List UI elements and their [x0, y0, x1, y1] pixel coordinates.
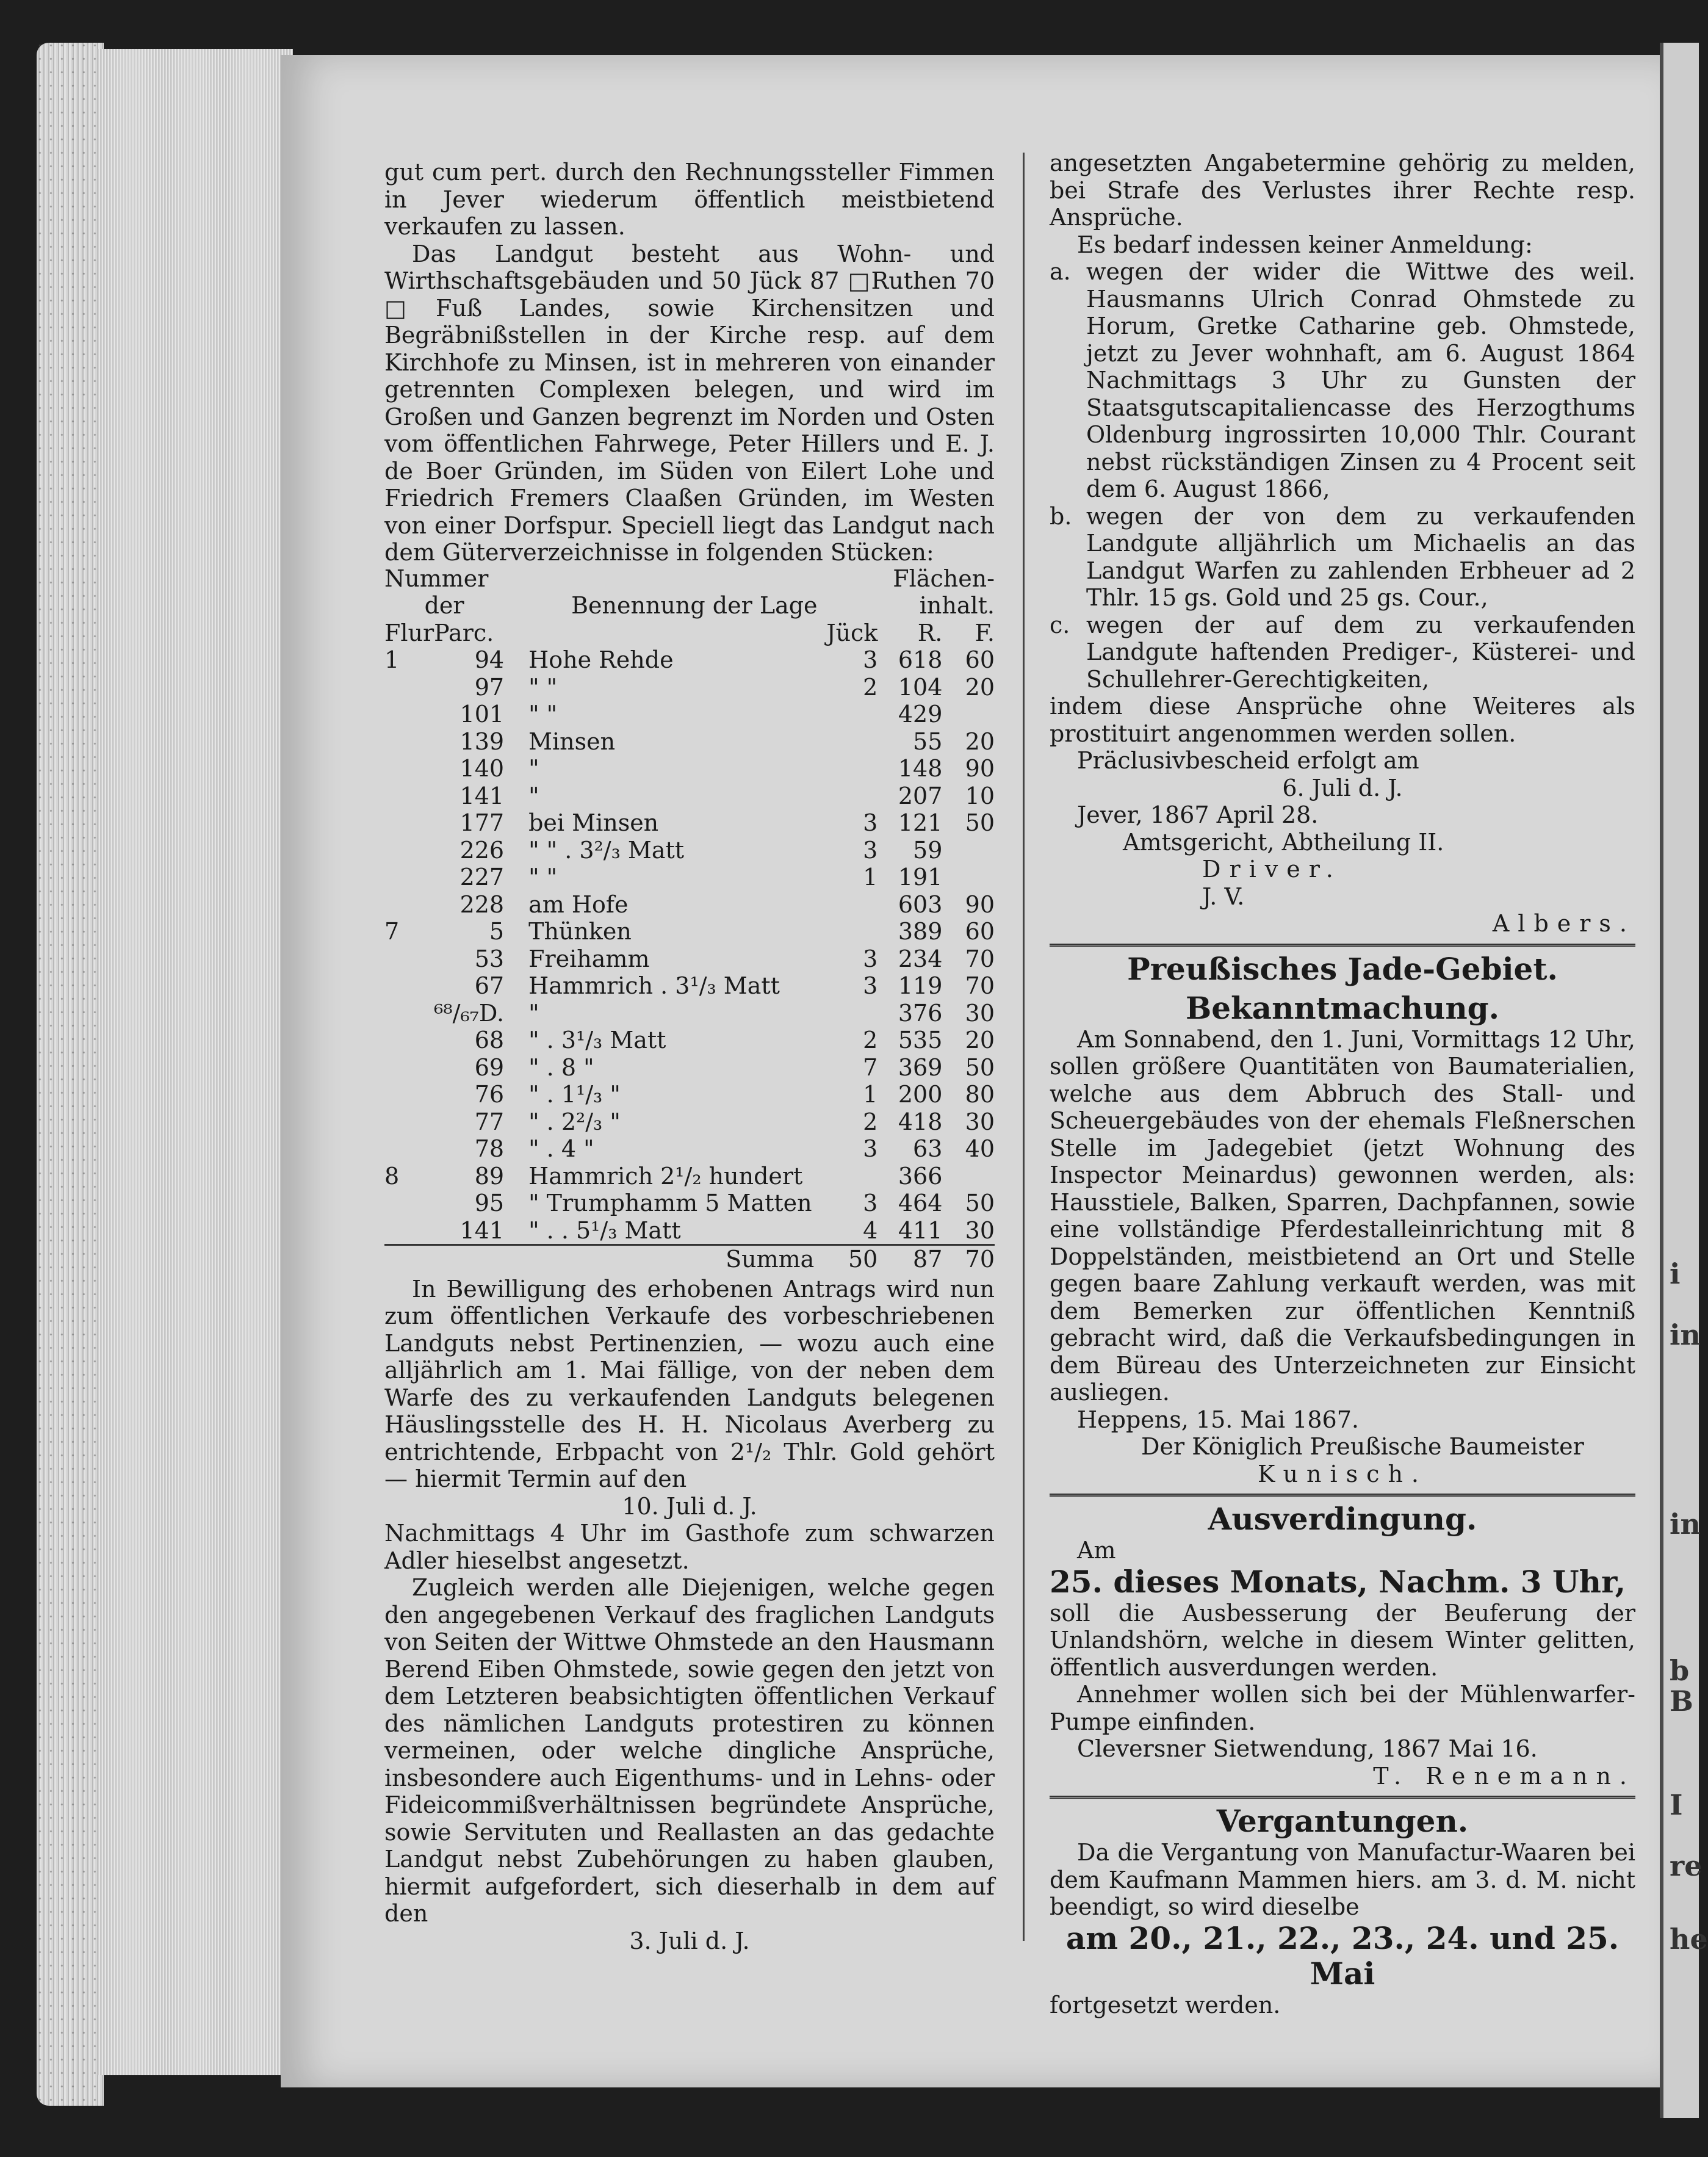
parcel-row — [384, 891, 995, 919]
jueck-cell — [826, 782, 877, 810]
header-inhalt: inhalt. — [919, 592, 995, 619]
lage-cell: Freihamm — [528, 945, 650, 972]
jueck-cell: 2 — [863, 1108, 878, 1135]
vergantungen-text: Da die Vergantung von Manufactur-Waaren bei dem Kaufmann Mammen hiers. am 3. d. M. nicht beendigt, so wird dieselbe — [1050, 1839, 1635, 1920]
left-column — [384, 159, 995, 1954]
bedarf-text: Es bedarf indessen keiner Anmeldung: — [1077, 231, 1533, 258]
lage-cell: Hohe Rehde — [528, 646, 674, 673]
jueck-cell: 1 — [863, 1081, 878, 1108]
f-cell: 70 — [965, 945, 995, 972]
jueck-cell — [826, 1163, 877, 1190]
r-cell: 63 — [913, 1135, 943, 1162]
parc-cell: 139 — [459, 728, 505, 755]
r-cell: 119 — [898, 972, 943, 999]
summa-label: Summa — [504, 1245, 826, 1273]
jueck-cell: 3 — [863, 1135, 878, 1162]
next-page-fragment: in — [1670, 1508, 1701, 1541]
r-cell: 389 — [898, 918, 943, 945]
lage-cell: bei Minsen — [528, 809, 659, 836]
next-page-fragment: in — [1670, 1318, 1701, 1351]
lage-cell: " . . 5¹/₃ Matt — [528, 1216, 681, 1244]
parcel-row — [384, 972, 995, 1000]
intro-text: gut cum pert. durch den Rechnungssteller Fimmen in Jever wiederum öffentlich meistbietend verkaufen zu lassen. — [384, 159, 995, 240]
item-label: a. — [1050, 258, 1071, 285]
next-page-fragment: re — [1670, 1849, 1703, 1882]
f-cell: 20 — [965, 728, 995, 755]
lage-cell: " — [528, 782, 539, 809]
f-cell: 30 — [965, 999, 995, 1027]
parc-cell: 5 — [489, 918, 505, 945]
jade-signer: Kunisch. — [1258, 1460, 1427, 1487]
praeclusiv-date: 6. Juli d. J. — [1282, 774, 1403, 801]
signer-albers: Albers. — [1492, 910, 1635, 937]
lage-cell: " . 1¹/₃ " — [528, 1081, 621, 1108]
parcel-row — [384, 1054, 995, 1082]
flur-cell — [384, 864, 434, 891]
parc-cell: 95 — [474, 1190, 505, 1216]
flur-cell: 1 — [384, 646, 400, 673]
lage-cell: Hammrich . 3¹/₃ Matt — [528, 972, 780, 999]
parc-cell: 69 — [474, 1053, 505, 1081]
lage-cell: " . 4 " — [528, 1135, 594, 1162]
flur-cell — [384, 945, 434, 973]
jueck-cell — [826, 755, 877, 782]
flur-cell — [384, 674, 434, 701]
jueck-cell — [826, 918, 877, 945]
f-cell: 10 — [965, 782, 995, 809]
court-name: Amtsgericht, Abtheilung II. — [1123, 828, 1444, 856]
section-divider — [1050, 944, 1635, 947]
page-stack — [98, 49, 293, 2075]
lage-cell: " . 3¹/₃ Matt — [528, 1027, 666, 1053]
ausverdingung-signer: T. Renemann. — [1373, 1762, 1635, 1790]
header-flaechen: Flächen- — [893, 565, 995, 592]
f-cell: 20 — [965, 673, 995, 701]
lage-cell: " — [528, 999, 539, 1027]
list-item-a — [1050, 258, 1635, 503]
f-cell — [942, 1163, 995, 1190]
sale-date: 10. Juli d. J. — [622, 1492, 757, 1520]
header-jueck: Jück — [826, 619, 878, 646]
item-label: c. — [1050, 611, 1070, 638]
flur-cell — [384, 837, 434, 864]
flur-cell — [384, 701, 434, 728]
parcel-row — [384, 674, 995, 701]
next-page-fragment: i — [1670, 1257, 1681, 1290]
f-cell: 30 — [965, 1108, 995, 1135]
jueck-cell: 3 — [863, 972, 878, 999]
jueck-cell: 7 — [863, 1053, 878, 1081]
section-divider — [1050, 1494, 1635, 1497]
parcel-row — [384, 1163, 995, 1190]
parcel-row — [384, 1217, 995, 1245]
parcel-row — [384, 728, 995, 756]
f-cell: 30 — [965, 1216, 995, 1244]
ausverdingung-am: Am — [1077, 1537, 1116, 1564]
flur-cell — [384, 728, 434, 756]
flur-cell: 7 — [384, 918, 400, 945]
indem-text: indem diese Ansprüche ohne Weiteres als prostituirt angenommen werden sollen. — [1050, 693, 1635, 747]
f-cell: 90 — [965, 891, 995, 918]
flur-cell — [384, 1217, 434, 1245]
parc-cell: 89 — [474, 1162, 505, 1190]
jade-signer-title: Der Königlich Preußische Baumeister — [1141, 1433, 1584, 1460]
parcel-row — [384, 837, 995, 864]
parc-cell: 140 — [459, 755, 505, 782]
lage-cell: " " — [528, 864, 558, 891]
right-column — [1050, 150, 1635, 2018]
jueck-cell — [826, 701, 877, 728]
flur-cell — [384, 782, 434, 810]
parcel-row — [384, 646, 995, 674]
item-text: wegen der wider die Wittwe des weil. Hausmanns Ulrich Conrad Ohmstede zu Horum, Gretke Catharine geb. Ohmstede, jetzt zu Jever wohnhaft, am 6. August 1864 Nachmittags 3 Uhr zu Gunsten der Staatsgutscapitaliencasse des Herzogthums Oldenburg ingrossirten 10,000 Thlr. Courant nebst rückständigen Zinsen zu 4 Procent seit dem 6. August 1866, — [1086, 258, 1635, 502]
flur-cell — [384, 1190, 434, 1217]
r-cell: 603 — [898, 891, 943, 918]
r-cell: 464 — [898, 1190, 943, 1216]
ausverdingung-text: soll die Ausbesserung der Beuferung der Unlandshörn, welche in diesem Winter gelitten, öffentlich ausverdungen werden. — [1050, 1599, 1635, 1681]
summa-f: 70 — [942, 1245, 995, 1273]
item-label: b. — [1050, 502, 1072, 530]
flur-cell — [384, 1081, 434, 1108]
item-text: wegen der von dem zu verkaufenden Landgute alljährlich um Michaelis an das Landgut Warfen zu zahlenden Erbheuer ad 2 Thlr. 15 gs. Gold und 25 gs. Cour., — [1086, 502, 1635, 611]
r-cell: 148 — [898, 755, 943, 782]
header-flur: Flur — [384, 619, 434, 646]
summa-r: 87 — [877, 1245, 942, 1273]
lage-cell: " Trumphamm 5 Matten — [528, 1190, 812, 1216]
flur-cell — [384, 1108, 434, 1136]
parcel-row — [384, 782, 995, 810]
parcel-row — [384, 1027, 995, 1054]
lage-cell: " . 8 " — [528, 1053, 594, 1081]
parc-cell: 77 — [474, 1108, 505, 1135]
lage-cell: am Hofe — [528, 891, 629, 918]
lage-cell: Hammrich 2¹/₂ hundert — [528, 1162, 803, 1190]
parc-cell: 67 — [474, 972, 505, 999]
parc-cell: 228 — [459, 891, 505, 918]
f-cell: 60 — [965, 918, 995, 945]
parc-cell: 141 — [459, 782, 505, 809]
flur-cell — [384, 1054, 434, 1082]
jade-place-date: Heppens, 15. Mai 1867. — [1077, 1406, 1359, 1433]
r-cell: 104 — [898, 673, 943, 701]
flur-cell — [384, 1135, 434, 1163]
column-rule — [1023, 153, 1025, 1941]
paragraph-bewilligung: In Bewilligung des erhobenen Antrags wird nun zum öffentlichen Verkaufe des vorbeschriebenen Landguts nebst Pertinenzien, — wozu auch eine alljährlich am 1. Mai fällige, von der neben dem Warfe des zu verkaufenden Landguts belegenen Häuslingsstelle des H. H. Nicolaus Averberg zu entrichtende, Erbpacht von 2¹/₂ Thlr. Gold gehört — hiermit Termin auf den — [384, 1275, 995, 1492]
list-item-c — [1050, 612, 1635, 693]
jade-heading: Preußisches Jade-Gebiet. — [1127, 950, 1558, 987]
lage-cell: " " . 3²/₃ Matt — [528, 836, 685, 864]
jueck-cell: 1 — [863, 864, 878, 891]
flur-cell — [384, 755, 434, 782]
f-cell: 80 — [965, 1081, 995, 1108]
f-cell: 90 — [965, 755, 995, 782]
lage-cell: " " — [528, 701, 558, 728]
next-page-fragment: he — [1670, 1923, 1708, 1956]
continuation-text: angesetzten Angabetermine gehörig zu melden, bei Strafe des Verlustes ihrer Rechte resp. Ansprüche. — [1050, 150, 1635, 231]
item-text: wegen der auf dem zu verkaufenden Landgute haftenden Prediger-, Küsterei- und Schullehrer-Gerechtigkeiten, — [1086, 611, 1635, 693]
header-benennung: Benennung der Lage — [571, 592, 818, 619]
ausverdingung-date: 25. dieses Monats, Nachm. 3 Uhr, — [1050, 1563, 1626, 1600]
f-cell: 40 — [965, 1135, 995, 1162]
jueck-cell: 2 — [863, 673, 878, 701]
r-cell: 121 — [898, 809, 943, 836]
parc-cell: 101 — [459, 701, 505, 728]
list-item-b — [1050, 503, 1635, 612]
lage-cell: Thünken — [528, 918, 632, 945]
parc-cell: 68 — [474, 1027, 505, 1053]
r-cell: 191 — [898, 864, 943, 891]
parc-cell: 226 — [459, 836, 505, 864]
parc-cell: 94 — [474, 646, 505, 673]
parc-cell: ⁶⁸/₆₇D. — [434, 999, 505, 1027]
flur-cell: 8 — [384, 1162, 400, 1190]
r-cell: 200 — [898, 1081, 943, 1108]
jueck-cell: 3 — [863, 945, 878, 972]
vergantungen-heading: Vergantungen. — [1216, 1803, 1469, 1839]
parc-cell: 177 — [459, 809, 505, 836]
flur-cell — [384, 1027, 434, 1054]
f-cell: 20 — [965, 1027, 995, 1053]
header-nummer: Nummer — [384, 565, 489, 592]
r-cell: 207 — [898, 782, 943, 809]
parc-cell: 53 — [474, 945, 505, 972]
parcel-row — [384, 1081, 995, 1108]
parc-cell: 227 — [459, 864, 505, 891]
r-cell: 411 — [898, 1216, 943, 1244]
r-cell: 234 — [898, 945, 943, 972]
parcel-row — [384, 1000, 995, 1027]
f-cell — [942, 837, 995, 864]
vergantungen-end: fortgesetzt werden. — [1050, 1991, 1281, 2018]
parcel-row — [384, 918, 995, 945]
flur-cell — [384, 1000, 434, 1027]
jv-text: J. V. — [1202, 883, 1245, 910]
jueck-cell — [826, 891, 877, 919]
header-f: F. — [975, 619, 995, 646]
next-page-edge — [1660, 43, 1708, 2118]
jade-text: Am Sonnabend, den 1. Juni, Vormittags 12 Uhr, sollen größere Quantitäten von Baumaterialien, welche aus dem Abbruch des Stall- und Scheuergebäudes von der ehemals Fleßnerschen Stelle im Jadegebiet (jetzt Wohnung des Inspector Meinardus) gewonnen werden, als: Hausstiele, Balken, Sparren, Dachpfannen, sowie eine vollständige Pferdestalleinrichtung mit 8 Doppelständen, meistbietend an Ort und Stelle gegen baare Zahlung verkauft werden, was mit dem Bemerken zur öffentlichen Kenntniß gebracht wird, daß die Verkaufsbedingungen in dem Büreau des Unterzeichneten zur Einsicht ausliegen. — [1050, 1025, 1635, 1406]
next-page-fragment: I — [1670, 1788, 1683, 1821]
lage-cell: " — [528, 755, 539, 782]
paragraph-zugleich: Zugleich werden alle Diejenigen, welche gegen den angegebenen Verkauf des fraglichen Landguts von Seiten der Wittwe Ohmstede an den Hausmann Berend Eiben Ohmstede, sowie gegen den jetzt von dem Letzteren beabsichtigten öffentlichen Verkauf des nämlichen Landguts protestiren zu können vermeinen, oder welche dingliche Ansprüche, insbesondere auch Eigenthums- und in Lehns- oder Fideicommißverhältnissen begründete Ansprüche, sowie Servituten und Reallasten an das gedachte Landgut nebst Zubehörungen zu haben glauben, hiermit aufgefordert, sich dieserhalb in dem auf den — [384, 1574, 995, 1927]
parcel-row — [384, 1135, 995, 1163]
r-cell: 366 — [898, 1162, 943, 1190]
estate-description: Das Landgut besteht aus Wohn- und Wirthschaftsgebäuden und 50 Jück 87 □Ruthen 70 □Fuß Landes, sowie Kirchensitzen und Begräbnißstellen in der Kirche resp. auf dem Kirchhofe zu Minsen, ist in mehreren von einander getrennten Complexen belegen, und wird im Großen und Ganzen begrenzt im Norden und Osten vom öffentlichen Fahrwege, Peter Hillers und E. J. de Boer Gründen, im Süden von Eilert Lohe und Friedrich Fremers Claaßen Gründen, im Westen von einer Dorfspur. Speciell liegt das Landgut nach dem Güterverzeichnisse in folgenden Stücken: — [384, 240, 995, 566]
claim-date: 3. Juli d. J. — [629, 1927, 750, 1954]
jueck-cell: 2 — [863, 1027, 878, 1053]
header-parc: Parc. — [434, 619, 494, 646]
ausverdingung-place: Cleversner Sietwendung, 1867 Mai 16. — [1077, 1735, 1538, 1762]
parcel-row — [384, 864, 995, 891]
ausverdingung-heading: Ausverdingung. — [1208, 1501, 1477, 1537]
next-page-fragment: B — [1670, 1685, 1693, 1718]
flur-cell — [384, 972, 434, 1000]
summa-jueck: 50 — [826, 1245, 877, 1273]
f-cell: 60 — [965, 646, 995, 673]
jueck-cell: 3 — [863, 836, 878, 864]
parc-cell: 141 — [459, 1216, 505, 1244]
section-divider — [1050, 1796, 1635, 1799]
parcel-row — [384, 755, 995, 782]
f-cell — [942, 864, 995, 891]
lage-cell: " . 2²/₃ " — [528, 1108, 621, 1135]
r-cell: 429 — [898, 701, 943, 728]
parc-cell: 97 — [474, 673, 505, 701]
f-cell: 50 — [965, 1053, 995, 1081]
parcel-row — [384, 945, 995, 973]
r-cell: 369 — [898, 1053, 943, 1081]
parcel-table — [384, 565, 995, 1273]
jueck-cell — [826, 728, 877, 756]
praeclusiv-text: Präclusivbescheid erfolgt am — [1077, 747, 1419, 774]
flur-cell — [384, 809, 434, 837]
signer-driver: Driver. — [1202, 856, 1342, 883]
jueck-cell: 3 — [863, 809, 878, 836]
r-cell: 376 — [898, 999, 943, 1027]
f-cell: 50 — [965, 809, 995, 836]
vergantungen-dates: am 20., 21., 22., 23., 24. und 25. Mai — [1065, 1920, 1620, 1992]
r-cell: 55 — [913, 728, 943, 755]
r-cell: 618 — [898, 646, 943, 673]
parc-cell: 76 — [474, 1081, 505, 1108]
r-cell: 418 — [898, 1108, 943, 1135]
parcel-row — [384, 1190, 995, 1217]
jade-subheading: Bekanntmachung. — [1185, 989, 1500, 1026]
book-page-edge — [37, 43, 104, 2106]
r-cell: 535 — [898, 1027, 943, 1053]
next-page-fragment: b — [1670, 1654, 1690, 1687]
parcel-row — [384, 701, 995, 728]
lage-cell: Minsen — [528, 728, 616, 755]
header-r: R. — [917, 619, 943, 646]
f-cell: 70 — [965, 972, 995, 999]
jueck-cell: 3 — [863, 1190, 878, 1216]
jueck-cell: 4 — [863, 1216, 878, 1244]
jueck-cell: 3 — [863, 646, 878, 673]
parcel-row — [384, 809, 995, 837]
parc-cell: 78 — [474, 1135, 505, 1162]
f-cell: 50 — [965, 1190, 995, 1216]
parcel-row — [384, 1108, 995, 1136]
header-der: der — [424, 592, 464, 619]
paragraph-nachmittags: Nachmittags 4 Uhr im Gasthofe zum schwarzen Adler hieselbst angesetzt. — [384, 1520, 995, 1574]
f-cell — [942, 701, 995, 728]
place-date: Jever, 1867 April 28. — [1077, 801, 1319, 828]
ausverdingung-text-2: Annehmer wollen sich bei der Mühlenwarfer-Pumpe einfinden. — [1050, 1681, 1635, 1735]
r-cell: 59 — [913, 836, 943, 864]
jueck-cell — [826, 1000, 877, 1027]
lage-cell: " " — [528, 673, 558, 701]
flur-cell — [384, 891, 434, 919]
